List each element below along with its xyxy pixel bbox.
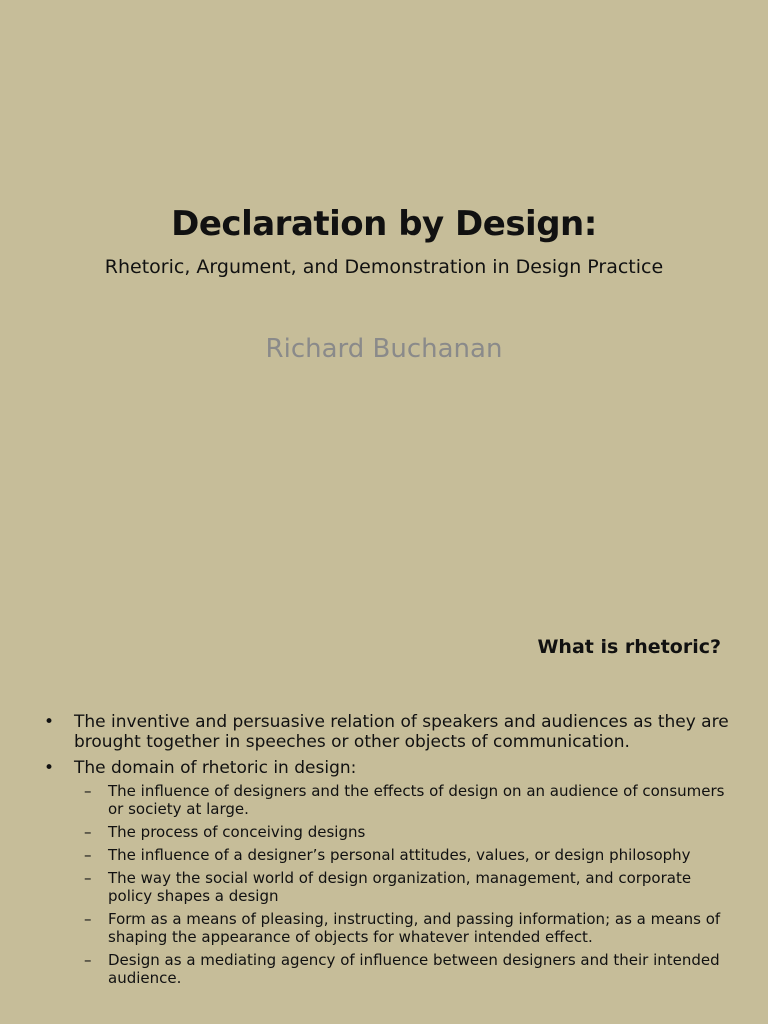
sub-bullet-item: – The way the social world of design organization, management, and corporate policy shapes a design (74, 869, 734, 905)
slide-title: Declaration by Design: (171, 204, 597, 244)
sub-bullet-item: – Form as a means of pleasing, instructing, and passing information; as a means of shaping the appearance of objects for whatever intended effect. (74, 910, 734, 946)
bullet-item (44, 712, 734, 752)
sub-bullet-item: – The influence of designers and the effects of design on an audience of consumers or society at large. (74, 782, 734, 818)
sub-bullet-item: – The influence of a designer’s personal attitudes, values, or design philosophy (74, 846, 734, 864)
sub-bullet-item: – The process of conceiving designs (74, 823, 734, 841)
author-name: Richard Buchanan (265, 334, 503, 364)
sub-bullet-list (74, 782, 734, 987)
section-heading: What is rhetoric? (537, 636, 721, 658)
slide-subtitle: Rhetoric, Argument, and Demonstration in Design Practice (104, 256, 664, 278)
bullet-list (44, 712, 734, 993)
bullet-text: The inventive and persuasive relation of speakers and audiences as they are brought together in speeches or other objects of communication. (74, 712, 729, 752)
bullet-text: The domain of rhetoric in design: (74, 758, 357, 778)
bullet-item (44, 758, 734, 987)
sub-bullet-item: – Design as a mediating agency of influence between designers and their intended audience. (74, 951, 734, 987)
